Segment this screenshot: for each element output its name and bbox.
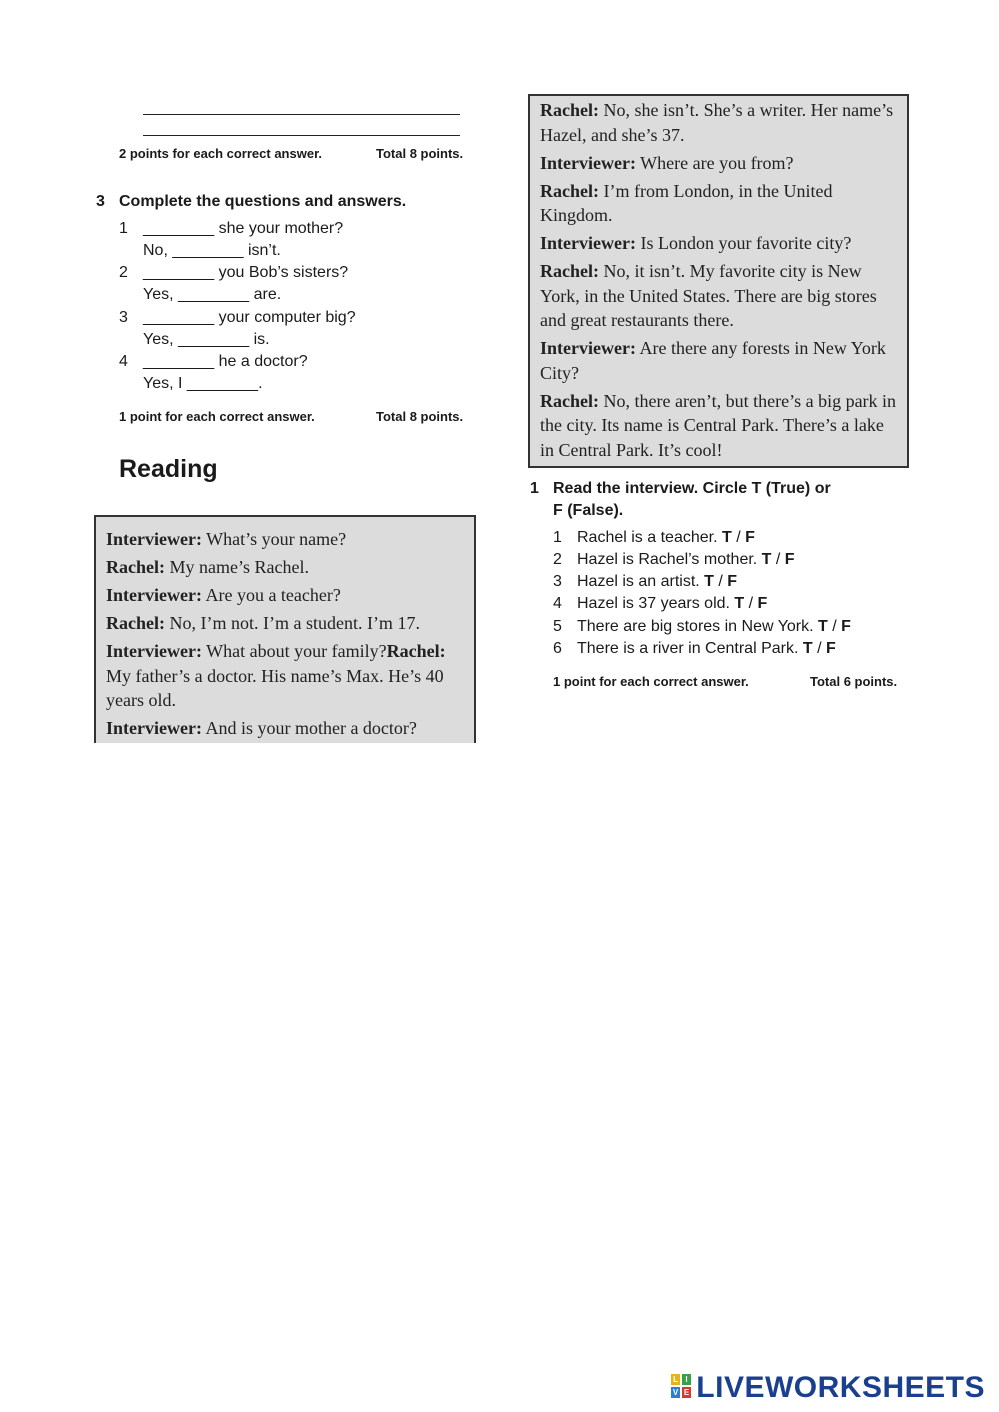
true-option[interactable]: T [761, 551, 772, 568]
tf-item [553, 618, 851, 636]
dialogue-line [540, 389, 897, 463]
section-heading: Reading [119, 455, 218, 483]
separator: / [827, 618, 842, 635]
dialogue-line [540, 98, 897, 147]
item-number: 4 [119, 353, 128, 370]
answer-line[interactable] [143, 135, 460, 136]
answer-text[interactable]: Yes, ________ are. [143, 286, 282, 303]
reading-box-1 [94, 515, 476, 743]
separator: / [812, 640, 826, 657]
dialogue-line [106, 527, 464, 552]
item-number: 5 [553, 618, 562, 635]
speech: What’s your name? [201, 529, 347, 549]
speech: What about your family? [201, 641, 387, 661]
speech: My father’s a doctor. His name’s Max. He’s 40 years old. [106, 665, 444, 710]
speaker: Rachel: [540, 261, 599, 281]
tf-item [553, 573, 737, 591]
true-option[interactable]: T [802, 640, 813, 657]
question-text[interactable]: ________ you Bob’s sisters? [143, 264, 349, 281]
statement: Hazel is 37 years old. [577, 595, 735, 612]
item-number: 1 [119, 220, 128, 237]
statement: There is a river in Central Park. [577, 640, 803, 657]
speech: Are there any forests in New York City? [540, 338, 886, 383]
speech: No, I’m not. I’m a student. I’m 17. [164, 613, 420, 633]
dialogue-line [540, 259, 897, 333]
statement: Hazel is an artist. [577, 573, 705, 590]
speaker: Interviewer: [106, 585, 202, 605]
dialogue-line [106, 639, 464, 713]
statement: There are big stores in New York. [577, 618, 819, 635]
tf-item [553, 551, 795, 569]
dialogue-line [106, 611, 464, 636]
answer-line[interactable] [143, 114, 460, 115]
question-text[interactable]: ________ he a doctor? [143, 353, 308, 370]
item-number: 1 [553, 529, 562, 546]
tf-item [553, 640, 836, 658]
separator: / [771, 551, 785, 568]
exercise-title: Complete the questions and answers. [119, 193, 407, 210]
separator: / [731, 529, 746, 546]
answer-text[interactable]: No, ________ isn’t. [143, 242, 281, 259]
false-option[interactable]: F [825, 640, 836, 657]
logo-letter-v: V [672, 1388, 679, 1397]
reading-box-2 [528, 94, 909, 468]
separator: / [713, 573, 728, 590]
total-note: Total 8 points. [376, 146, 464, 161]
logo-letter-e: E [683, 1388, 690, 1397]
speech: Where are you from? [635, 152, 794, 173]
true-option[interactable]: T [704, 573, 714, 590]
total-note: Total 6 points. [810, 674, 898, 689]
dialogue-line [540, 179, 897, 228]
speaker: Rachel: [540, 390, 599, 411]
false-option[interactable]: F [757, 595, 768, 612]
logo-letter-l: L [673, 1375, 679, 1384]
speaker: Rachel: [540, 180, 599, 201]
exercise-title-cont: F (False). [553, 502, 624, 519]
dialogue-line [106, 583, 464, 608]
liveworksheets-logo [671, 1371, 985, 1405]
item-number: 4 [553, 595, 562, 612]
points-note: 1 point for each correct answer. [553, 674, 749, 689]
speech: No, there aren’t, but there’s a big park in the city. Its name is Central Park. There’s a lake in Central Park. It’s cool! [540, 390, 897, 460]
item-number: 2 [553, 551, 562, 568]
logo-icon [671, 1374, 693, 1400]
false-option[interactable]: F [841, 618, 851, 635]
question-text[interactable]: ________ she your mother? [143, 220, 344, 237]
exercise-number: 3 [96, 193, 105, 210]
statement: Rachel is a teacher. [577, 529, 722, 546]
statement: Hazel is Rachel’s mother. [577, 551, 762, 568]
tf-item [553, 595, 767, 613]
exercise-number: 1 [530, 480, 539, 497]
speech: Are you a teacher? [201, 585, 341, 605]
item-number: 2 [119, 264, 128, 281]
dialogue-line [106, 716, 464, 741]
dialogue-line [106, 555, 464, 580]
dialogue-line [540, 336, 897, 385]
dialogue-line [540, 151, 897, 176]
logo-text: LIVEWORKSHEETS [696, 1371, 985, 1404]
total-note: Total 8 points. [376, 409, 464, 424]
points-note: 1 point for each correct answer. [119, 409, 315, 424]
tf-item [553, 529, 755, 547]
speaker: Rachel: [106, 613, 165, 633]
speaker: Rachel: [386, 641, 446, 661]
speech: My name’s Rachel. [164, 557, 309, 577]
speaker: Interviewer: [106, 718, 202, 738]
item-number: 6 [553, 640, 562, 657]
speech: And is your mother a doctor? [201, 718, 417, 738]
speaker: Interviewer: [540, 152, 636, 173]
speaker: Rachel: [540, 100, 599, 120]
speaker: Interviewer: [106, 641, 202, 661]
speaker: Interviewer: [106, 529, 202, 549]
speaker: Interviewer: [540, 338, 636, 358]
answer-text[interactable]: Yes, ________ is. [143, 331, 270, 348]
speech: No, it isn’t. My favorite city is New York, in the United States. There are big stores and great restaurants there. [540, 261, 877, 330]
speaker: Rachel: [106, 557, 165, 577]
true-option[interactable]: T [721, 529, 732, 546]
logo-letter-i: I [682, 1374, 691, 1385]
false-option[interactable]: F [727, 573, 738, 590]
speaker: Interviewer: [540, 233, 636, 253]
speech: I’m from London, in the United Kingdom. [540, 180, 833, 225]
exercise-title: Read the interview. Circle T (True) or [553, 480, 831, 497]
item-number: 3 [119, 309, 128, 326]
true-option[interactable]: T [818, 618, 828, 635]
speech: No, she isn’t. She’s a writer. Her name’s Hazel, and she’s 37. [540, 100, 894, 145]
false-option[interactable]: F [784, 551, 795, 568]
separator: / [744, 595, 758, 612]
item-number: 3 [553, 573, 562, 590]
question-text[interactable]: ________ your computer big? [143, 309, 356, 326]
false-option[interactable]: F [745, 529, 755, 546]
speech: Is London your favorite city? [635, 233, 852, 253]
answer-text[interactable]: Yes, I ________. [143, 375, 263, 392]
true-option[interactable]: T [734, 595, 745, 612]
points-note: 2 points for each correct answer. [119, 146, 323, 161]
dialogue-line [540, 231, 897, 256]
